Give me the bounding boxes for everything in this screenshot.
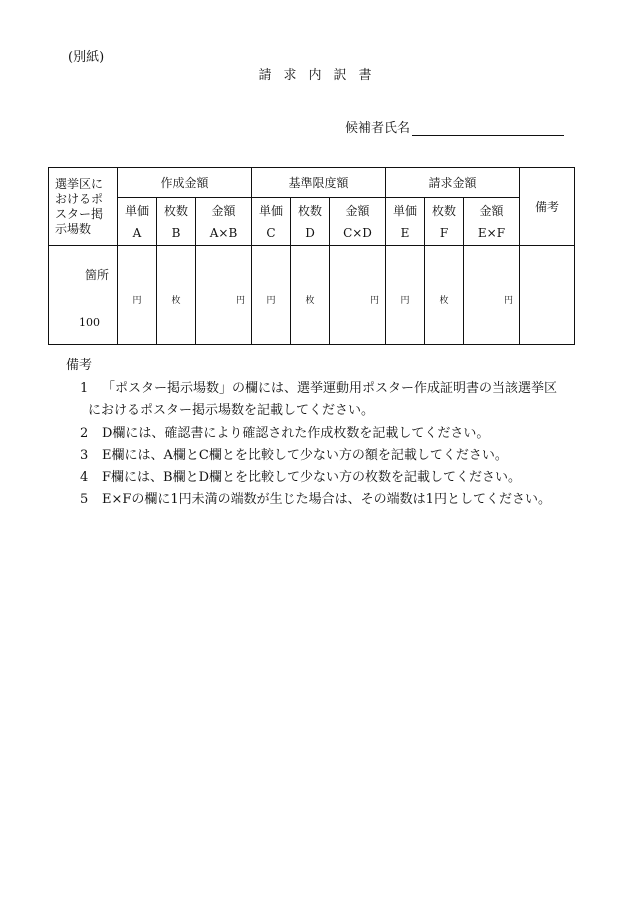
document-title: 請求内訳書 <box>258 68 384 83</box>
area-header: 選挙区に おけるポ スター掲 示場数 <box>49 168 118 246</box>
area-value: 100 <box>79 316 100 329</box>
group-header-claim: 請求金額 <box>386 168 520 198</box>
subheader-unit-price-a: 単価 A <box>118 198 157 246</box>
remarks-header: 備考 <box>520 168 575 246</box>
group-header-production: 作成金額 <box>118 168 252 198</box>
cell-count-b[interactable]: 枚 <box>157 246 196 345</box>
cell-amount-exf[interactable]: 円 <box>464 246 520 345</box>
subheader-amount-cxd: 金額 C×D <box>330 198 386 246</box>
cell-remarks[interactable] <box>520 246 575 345</box>
subheader-count-d: 枚数 D <box>291 198 330 246</box>
subheader-unit-price-e: 単価 E <box>386 198 425 246</box>
subheader-count-f: 枚数 F <box>425 198 464 246</box>
candidate-name-field <box>345 117 564 136</box>
note-1-continued: におけるポスター掲示場数を記載してください。 <box>88 403 375 418</box>
cell-unit-price-e[interactable]: 円 <box>386 246 425 345</box>
candidate-name-blank[interactable] <box>412 121 564 136</box>
note-3: 3 E欄には、A欄とC欄とを比較して少ない方の額を記載してください。 <box>80 448 508 463</box>
cell-amount-axb[interactable]: 円 <box>196 246 252 345</box>
area-data-cell[interactable] <box>49 246 118 345</box>
cell-count-f[interactable]: 枚 <box>425 246 464 345</box>
cell-unit-price-a[interactable]: 円 <box>118 246 157 345</box>
note-1: 1 「ポスター掲示場数」の欄には、選挙運動用ポスター作成証明書の当該選挙区 <box>80 381 558 396</box>
area-unit: 箇所 <box>84 268 109 282</box>
notes-heading: 備考 <box>66 358 93 373</box>
subheader-count-b: 枚数 B <box>157 198 196 246</box>
note-5: 5 E×Fの欄に1円未満の端数が生じた場合は、その端数は1円としてください。 <box>80 492 551 507</box>
cell-count-d[interactable]: 枚 <box>291 246 330 345</box>
cell-amount-cxd[interactable]: 円 <box>330 246 386 345</box>
subheader-amount-axb: 金額 A×B <box>196 198 252 246</box>
group-header-limit: 基準限度額 <box>252 168 386 198</box>
breakdown-table <box>48 167 575 345</box>
note-4: 4 F欄には、B欄とD欄とを比較して少ない方の枚数を記載してください。 <box>80 470 521 485</box>
subheader-unit-price-c: 単価 C <box>252 198 291 246</box>
cell-unit-price-c[interactable]: 円 <box>252 246 291 345</box>
note-2: 2 D欄には、確認書により確認された作成枚数を記載してください。 <box>80 426 490 441</box>
attachment-label: (別紙) <box>68 50 105 65</box>
subheader-amount-exf: 金額 E×F <box>464 198 520 246</box>
candidate-name-label: 候補者氏名 <box>345 121 411 136</box>
